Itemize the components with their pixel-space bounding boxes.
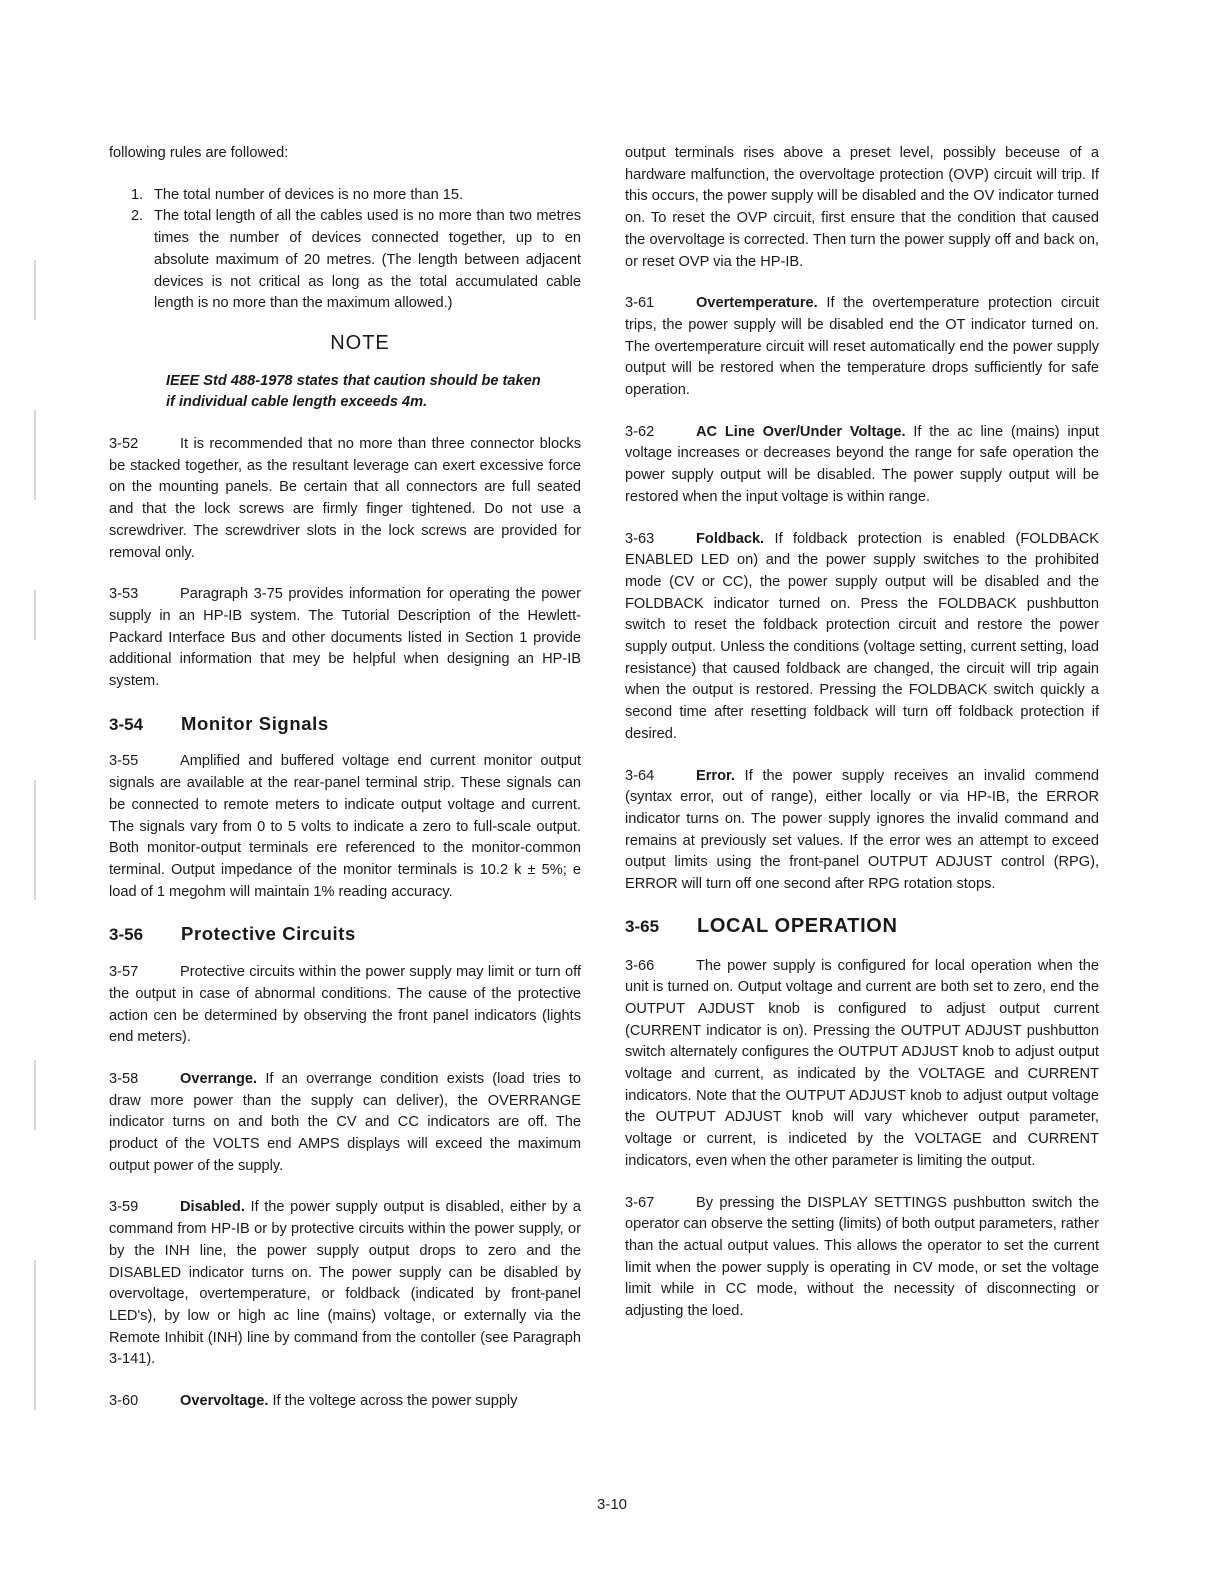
note-text: IEEE Std 488-1978 states that caution should be taken if individual cable length exceeds 4m.	[166, 372, 541, 411]
note-title: NOTE	[330, 331, 390, 354]
heading-local-operation	[625, 916, 1099, 938]
list-item	[109, 206, 581, 315]
paragraph-text: If the power supply receives an invalid commend (syntax error, out of range), either locally or via HP-IB, the ERROR indicator turns on. The power supply ignores the invalid command and remains at previously set values. If the error wes an attempt to exceed output limits using the front-panel OUTPUT ADJUST control (RPG), ERROR will turn off one second after RPG rotation stops.	[625, 767, 1099, 893]
paragraph-text: If the ac line (mains) input voltage increases or decreases beyond the range for safe operation the power supply output will be disabled. The power supply output will be restored when the input voltage is within range.	[625, 423, 1099, 505]
paragraph-text: Amplified and buffered voltage end current monitor output signals are available at the rear-panel terminal strip. These signals can be connected to remote meters to indicate output voltage and current. The signals vary from 0 to 5 volts to indicate a zero to full-scale output. Both monitor-output terminals ere referenced to the monitor-common terminal. Output impedance of the monitor terminals is 10.2 k ± 5%; e load of 1 megohm will maintain 1% reading accuracy.	[109, 753, 581, 900]
paragraph-number: 3-53	[109, 586, 139, 603]
paragraph-number: 3-66	[625, 957, 655, 974]
right-column	[625, 143, 1099, 1343]
paragraph-3-67	[625, 1193, 1099, 1323]
paragraph-3-55	[109, 751, 581, 903]
page-number: 3-10	[596, 1496, 628, 1513]
paragraph-3-66	[625, 956, 1099, 1173]
scan-margin-artifacts	[34, 260, 36, 1460]
paragraph-text: If foldback protection is enabled (FOLDBACK ENABLED LED on) and the power supply switches to the prohibited mode (CV or CC), the power supply output will be disabled and the FOLDBACK indicator turned on. Press the FOLDBACK pushbutton switch to reset the foldback protection circuit and restore the power supply output. Unless the conditions (voltage setting, current setting, load resistance) that caused foldback are changed, the circuit will trip again when the output is restored. Pressing the FOLDBACK switch quickly a second time after resetting foldback will turn off foldback protection if desired.	[625, 530, 1099, 742]
paragraph-text: By pressing the DISPLAY SETTINGS pushbutton switch the operator can observe the setting (limits) of both output parameters, rather than the actual output values. This allows the operator to set the current limit when the power supply is operating in CV mode, or set the voltage limit while in CC mode, without the necessity of disconnecting or adjusting the loed.	[625, 1194, 1099, 1320]
paragraph-text: Paragraph 3-75 provides information for operating the power supply in an HP-IB system. The Tutorial Description of the Hewlett-Packard Interface Bus and other documents listed in Section 1 provide additional information that mey be helpful when designing an HP-IB system.	[109, 586, 581, 690]
paragraph-number: 3-55	[109, 753, 139, 770]
paragraph-title: Disabled.	[180, 1199, 245, 1216]
paragraph-title: AC Line Over/Under Voltage.	[696, 423, 906, 440]
paragraph-3-61	[625, 293, 1099, 402]
left-column	[109, 143, 581, 1433]
heading-number: 3-56	[109, 925, 144, 945]
list-item-text: The total number of devices is no more than 15.	[154, 186, 464, 203]
heading-protective-circuits	[109, 923, 581, 946]
paragraph-text: If the power supply output is disabled, either by a command from HP-IB or by protective circuits within the power supply, or by the INH line, the power supply output drops to zero and the DISABLED indicator turns on. The power supply can be disabled by overvoltage, overtemperature, or foldback (indicated by front-panel LED's), by low or high ac line (mains) voltage, or externally via the Remote Inhibit (INH) line by command from the contoller (see Paragraph 3-141).	[109, 1199, 581, 1368]
heading-title: Monitor Signals	[181, 712, 329, 734]
paragraph-text: It is recommended that no more than three connector blocks be stacked together, as the resultant leverage can exert excessive force on the mounting panels. Be certain that all connectors are full seated and that the lock screws are firmly finger tightened. Do not use a screwdriver. The screwdriver slots in the lock screws are provided for removal only.	[109, 436, 581, 561]
list-item-number: 1.	[131, 186, 144, 203]
paragraph-3-57	[109, 962, 581, 1049]
paragraph-title: Overrange.	[180, 1070, 258, 1087]
heading-title: LOCAL OPERATION	[697, 914, 898, 937]
paragraph-title: Foldback.	[696, 530, 765, 547]
paragraph-text: Protective circuits within the power supply may limit or turn off the output in case of abnormal conditions. The cause of the protective action cen be determined by observing the front panel indicators (lights end meters).	[109, 964, 581, 1046]
heading-number: 3-54	[109, 714, 144, 734]
list-item-number: 2.	[131, 208, 144, 225]
paragraph-number: 3-58	[109, 1070, 139, 1087]
paragraph-title: Overvoltage.	[180, 1393, 269, 1410]
paragraph-text: The power supply is configured for local operation when the unit is turned on. Output voltage and current are both set to zero, end the OUTPUT AJDUST knob is configured to adjust output current (CURRENT indicator is on). Pressing the OUTPUT ADJUST pushbutton switch alternately configures the OUTPUT ADJUST knob to adjust output voltage and current, as indicated by the VOLTAGE and CURRENT indicators. Note that the OUTPUT ADJUST knob to adjust output voltage the OUTPUT ADJUST knob will vary whichever output parameter, voltage or current, is indiceted by the VOLTAGE and CURRENT indicators, even when the other parameter is limiting the output.	[625, 957, 1099, 1169]
paragraph-number: 3-60	[109, 1393, 139, 1410]
paragraph-3-58	[109, 1069, 581, 1178]
paragraph-text: If the overtemperature protection circuit trips, the power supply will be disabled end the OT indicator turned on. The overtemperature circuit will reset automatically end the power supply output will be restored when the temperature drops sufficiently for safe operation.	[625, 295, 1099, 399]
paragraph-number: 3-52	[109, 436, 139, 453]
paragraph-text: If the voltege across the power supply	[272, 1393, 518, 1410]
paragraph-number: 3-59	[109, 1199, 139, 1216]
paragraph-3-52	[109, 434, 581, 564]
intro-text: following rules are followed:	[109, 145, 289, 161]
paragraph-3-60-continued: output terminals rises above a preset level, possibly beceuse of a hardware malfunction, the overvoltage protection (OVP) circuit will trip. If this occurs, the power supply will be disabled and the OV indicator turned on. To reset the OVP circuit, first ensure that the condition that caused the overvoltage is corrected. Then turn the power supply off and back on, or reset OVP via the HP-IB.	[625, 145, 1099, 270]
list-item	[109, 185, 581, 207]
paragraph-3-63	[625, 529, 1099, 746]
paragraph-title: Error.	[696, 767, 735, 784]
list-item-text: The total length of all the cables used is no more than two metres times the number of devices connected together, up to en absolute maximum of 20 metres. (The length between adjacent devices is not critical as long as the total accumulated cable length is no more than the maximum allowed.)	[154, 208, 581, 312]
paragraph-title: Overtemperature.	[696, 295, 818, 312]
rules-list	[109, 185, 581, 315]
paragraph-3-64	[625, 766, 1099, 896]
paragraph-number: 3-57	[109, 964, 139, 981]
paragraph-3-53	[109, 584, 581, 693]
paragraph-text: If an overrange condition exists (load tries to draw more power than the supply can deliver), the OVERRANGE indicator turns on and both the CV and CC indicators are off. The product of the VOLTS end AMPS displays will exceed the maximum output power of the supply.	[109, 1070, 581, 1174]
paragraph-3-59	[109, 1197, 581, 1371]
paragraph-number: 3-61	[625, 295, 655, 312]
paragraph-3-60	[109, 1391, 581, 1413]
paragraph-number: 3-63	[625, 530, 655, 547]
paragraph-number: 3-62	[625, 423, 655, 440]
paragraph-number: 3-67	[625, 1194, 655, 1211]
heading-number: 3-65	[625, 916, 660, 936]
heading-monitor-signals	[109, 713, 581, 736]
paragraph-3-62	[625, 422, 1099, 509]
paragraph-number: 3-64	[625, 767, 655, 784]
heading-title: Protective Circuits	[181, 923, 356, 945]
